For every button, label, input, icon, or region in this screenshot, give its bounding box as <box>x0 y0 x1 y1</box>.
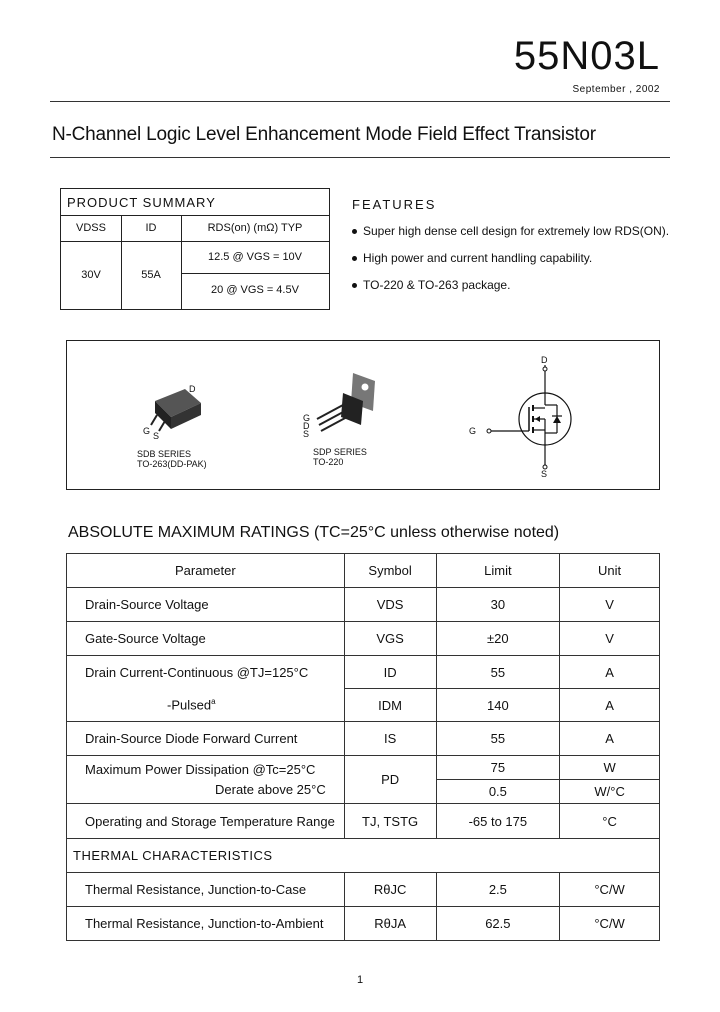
ps-rds-value-1: 12.5 @ VGS = 10V <box>207 251 303 263</box>
ps-vdss-value: 30V <box>81 269 101 281</box>
ps-divider <box>61 215 329 216</box>
ps-rds-value-2: 20 @ VGS = 4.5V <box>211 284 299 296</box>
pin-label-g: G <box>143 426 151 436</box>
unit-cell: A <box>560 689 660 722</box>
symbol-cell: PD <box>344 756 436 804</box>
limit-cell: 140 <box>436 689 560 722</box>
unit-cell: V <box>560 622 660 656</box>
header-parameter: Parameter <box>67 554 345 588</box>
unit-cell: °C/W <box>560 907 660 941</box>
limit-cell: 30 <box>436 588 560 622</box>
ps-header-id: ID <box>145 222 157 234</box>
sdp-series-label: SDP SERIES <box>313 447 367 457</box>
symbol-cell: RθJA <box>344 907 436 941</box>
limit-cell: -65 to 175 <box>436 804 560 839</box>
table-row <box>67 588 660 622</box>
ps-header-rds: RDS(on) (mΩ) TYP <box>207 222 303 234</box>
symbol-cell: ID <box>344 656 436 689</box>
symbol-cell: TJ, TSTG <box>344 804 436 839</box>
unit-cell: A <box>560 722 660 756</box>
absolute-max-ratings-table <box>66 553 660 941</box>
header-limit: Limit <box>436 554 560 588</box>
limit-cell: ±20 <box>436 622 560 656</box>
unit-cell: °C <box>560 804 660 839</box>
symbol-cell: IS <box>344 722 436 756</box>
document-subtitle: N-Channel Logic Level Enhancement Mode Field Effect Transistor <box>52 124 596 145</box>
table-row <box>67 873 660 907</box>
to220-package-icon <box>303 365 393 445</box>
table-row <box>67 756 660 780</box>
param-cell: Drain-Source Voltage <box>67 588 345 622</box>
limit-cell: 75 <box>436 756 560 780</box>
table-header-row <box>67 554 660 588</box>
symbol-cell: VDS <box>344 588 436 622</box>
bullet-icon <box>352 256 357 261</box>
pulsed-label: -Pulsed <box>167 697 212 713</box>
limit-cell: 62.5 <box>436 907 560 941</box>
sdb-series-label: SDB SERIES <box>137 449 192 459</box>
product-summary-title: PRODUCT SUMMARY <box>67 195 216 210</box>
page-number: 1 <box>356 974 364 986</box>
subtitle-divider <box>50 157 670 158</box>
feature-text: Super high dense cell design for extremely low RDS(ON). <box>363 224 670 238</box>
ps-divider <box>181 273 329 274</box>
unit-cell: V <box>560 588 660 622</box>
unit-cell: W/°C <box>560 780 660 804</box>
header-symbol: Symbol <box>344 554 436 588</box>
mosfet-schematic-icon <box>477 361 587 481</box>
thermal-title: THERMAL CHARACTERISTICS <box>67 839 660 873</box>
pin-label-s: S <box>153 431 160 441</box>
thermal-title-row <box>67 839 660 873</box>
amr-title: ABSOLUTE MAXIMUM RATINGS (TC=25°C unless otherwise noted) <box>68 524 560 541</box>
bullet-icon <box>352 283 357 288</box>
footnote-mark: a <box>211 697 216 707</box>
symbol-cell: IDM <box>344 689 436 722</box>
unit-cell: °C/W <box>560 873 660 907</box>
bullet-icon <box>352 229 357 234</box>
param-cell <box>67 756 345 804</box>
unit-cell: A <box>560 656 660 689</box>
limit-cell: 55 <box>436 722 560 756</box>
sdb-package-label: TO-263(DD-PAK) <box>137 459 207 469</box>
unit-cell: W <box>560 756 660 780</box>
feature-text: High power and current handling capability. <box>363 251 593 265</box>
feature-item <box>352 251 592 265</box>
schematic-label-d: D <box>541 355 548 365</box>
pin-label-d: D <box>303 421 310 431</box>
product-summary-table <box>60 188 330 310</box>
feature-text: TO-220 & TO-263 package. <box>363 278 511 292</box>
limit-cell: 55 <box>436 656 560 689</box>
schematic-label-s: S <box>541 469 548 479</box>
document-date: September , 2002 <box>572 84 660 95</box>
package-illustrations <box>66 340 660 490</box>
schematic-label-g: G <box>469 426 477 436</box>
param-cell: Thermal Resistance, Junction-to-Case <box>67 873 345 907</box>
limit-cell: 0.5 <box>436 780 560 804</box>
param-cell <box>67 689 345 722</box>
table-row <box>67 656 660 689</box>
ps-header-vdss: VDSS <box>76 222 106 234</box>
param-cell: Gate-Source Voltage <box>67 622 345 656</box>
feature-item <box>352 224 669 238</box>
pin-label-s: S <box>303 429 310 439</box>
pin-label-d: D <box>189 384 196 394</box>
table-row <box>67 907 660 941</box>
table-row <box>67 689 660 722</box>
table-row <box>67 804 660 839</box>
pd-param-line1: Maximum Power Dissipation @Tc=25°C <box>85 761 316 777</box>
header-divider <box>50 101 670 102</box>
table-row <box>67 622 660 656</box>
ps-divider <box>61 241 329 242</box>
sdp-package-label: TO-220 <box>313 457 344 467</box>
part-number: 55N03L <box>513 34 660 78</box>
pd-param-line2: Derate above 25°C <box>215 781 326 797</box>
symbol-cell: RθJC <box>344 873 436 907</box>
feature-item <box>352 278 510 292</box>
features-title: FEATURES <box>352 197 437 212</box>
header-unit: Unit <box>560 554 660 588</box>
param-cell: Operating and Storage Temperature Range <box>67 804 345 839</box>
param-cell: Drain-Source Diode Forward Current <box>67 722 345 756</box>
pin-label-g: G <box>303 413 311 423</box>
table-row <box>67 722 660 756</box>
symbol-cell: VGS <box>344 622 436 656</box>
param-cell: Drain Current-Continuous @TJ=125°C <box>67 656 345 689</box>
limit-cell: 2.5 <box>436 873 560 907</box>
ps-id-value: 55A <box>141 269 161 281</box>
param-cell: Thermal Resistance, Junction-to-Ambient <box>67 907 345 941</box>
